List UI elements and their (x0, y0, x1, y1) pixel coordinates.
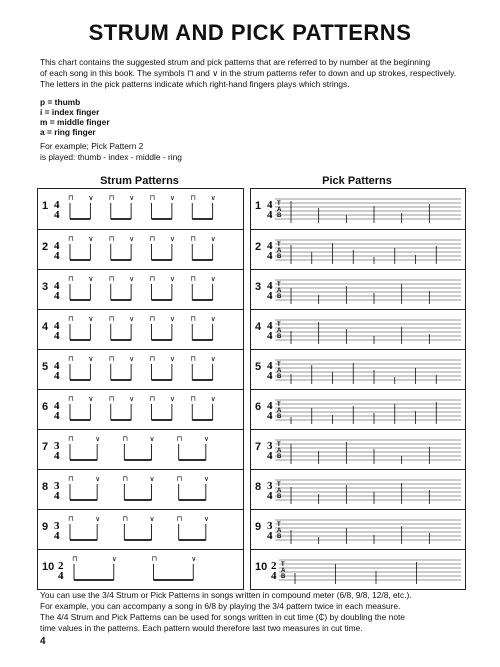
time-signature-bottom: 4 (58, 570, 64, 582)
pick-pattern-row (251, 509, 465, 550)
notation-svg (251, 390, 465, 430)
notation-svg (38, 310, 243, 350)
time-signature-bottom: 4 (267, 450, 273, 462)
time-signature-top: 4 (54, 280, 60, 292)
pattern-number: 9 (255, 521, 262, 533)
strum-pattern-row (38, 389, 243, 430)
up-stroke-icon: ∨ (210, 355, 216, 363)
pick-pattern-row (251, 469, 465, 510)
time-signature-top: 4 (267, 320, 273, 332)
time-signature-top: 3 (267, 520, 273, 532)
up-stroke-icon: ∨ (129, 315, 135, 323)
time-signature-bottom: 4 (267, 330, 273, 342)
up-stroke-icon: ∨ (129, 355, 135, 363)
time-signature-top: 4 (54, 199, 60, 211)
tab-letter: A (277, 488, 282, 494)
notation-svg (38, 470, 243, 510)
notation-svg (38, 189, 243, 229)
down-stroke-icon: ⊓ (68, 315, 74, 323)
up-stroke-icon: ∨ (203, 515, 209, 523)
down-stroke-icon: ⊓ (68, 435, 74, 443)
tab-letter: B (277, 334, 282, 340)
pick-pattern-row (251, 389, 465, 430)
down-stroke-icon: ⊓ (68, 475, 74, 483)
intro-line: This chart contains the suggested strum and pick patterns that are referred to by number at the beginning (40, 57, 431, 67)
up-stroke-icon: ∨ (169, 235, 175, 243)
example-line: For example; Pick Pattern 2 (40, 141, 144, 151)
up-stroke-icon: ∨ (88, 275, 94, 283)
legend-item: m = middle finger (40, 117, 110, 127)
tab-letter: B (277, 254, 282, 260)
legend-item: p = thumb (40, 97, 81, 107)
down-stroke-icon: ⊓ (122, 515, 128, 523)
down-stroke-icon: ⊓ (149, 315, 155, 323)
strum-pattern-row (38, 309, 243, 350)
notation-svg (251, 430, 465, 470)
tab-letter: T (277, 442, 281, 448)
up-stroke-icon: ∨ (203, 435, 209, 443)
time-signature-bottom: 4 (54, 290, 60, 302)
time-signature-bottom: 4 (271, 570, 277, 582)
tab-letter: A (277, 288, 282, 294)
up-stroke-icon: ∨ (210, 235, 216, 243)
pattern-number: 2 (255, 241, 262, 253)
pattern-number: 10 (255, 561, 268, 573)
time-signature-top: 2 (271, 560, 277, 572)
tab-letter: T (277, 201, 281, 207)
footer-line: For example, you can accompany a song in 6/8 by playing the 3/4 pattern twice in each measure. (40, 601, 401, 611)
pattern-number: 5 (42, 361, 49, 373)
down-stroke-icon: ⊓ (68, 275, 74, 283)
time-signature-bottom: 4 (54, 410, 60, 422)
pattern-number: 10 (42, 561, 55, 573)
finger-legend (40, 97, 110, 137)
notation-svg (38, 350, 243, 390)
time-signature-bottom: 4 (54, 250, 60, 262)
down-stroke-icon: ⊓ (122, 435, 128, 443)
time-signature-top: 4 (267, 240, 273, 252)
pattern-number: 8 (255, 481, 262, 493)
time-signature-top: 4 (267, 199, 273, 211)
up-stroke-icon: ∨ (191, 555, 197, 563)
strum-pattern-row (38, 189, 243, 229)
pattern-number: 7 (255, 441, 262, 453)
down-stroke-icon: ⊓ (149, 194, 155, 202)
footer-line: You can use the 3/4 Strum or Pick Patterns in songs written in compound meter (6/8, 9/8, 12/8, etc.). (40, 590, 412, 600)
up-stroke-icon: ∨ (169, 395, 175, 403)
pick-pattern-row (251, 429, 465, 470)
down-stroke-icon: ⊓ (68, 395, 74, 403)
tab-letter: A (277, 528, 282, 534)
time-signature-bottom: 4 (54, 450, 60, 462)
time-signature-bottom: 4 (267, 410, 273, 422)
footer-line: time values in the patterns. Each pattern would therefore last two measures in cut time. (40, 623, 363, 633)
strum-pattern-row (38, 349, 243, 390)
time-signature-top: 4 (54, 400, 60, 412)
down-stroke-icon: ⊓ (190, 395, 196, 403)
notation-svg (251, 470, 465, 510)
down-stroke-icon: ⊓ (108, 315, 115, 323)
down-stroke-icon: ⊓ (122, 475, 128, 483)
intro-line: of each song in this book. The symbols ⊓ and ∨ in the strum patterns refer to down and up strokes, respectively. (40, 68, 456, 78)
down-stroke-icon: ⊓ (72, 555, 78, 563)
tab-letter: B (277, 213, 282, 219)
intro-line: The letters in the pick patterns indicate which right-hand fingers plays which strings. (40, 79, 350, 89)
tab-letter: A (277, 408, 282, 414)
up-stroke-icon: ∨ (149, 515, 155, 523)
tab-letter: T (277, 242, 281, 248)
intro-text (40, 57, 480, 90)
time-signature-bottom: 4 (54, 330, 60, 342)
tab-letter: B (281, 574, 286, 580)
down-stroke-icon: ⊓ (68, 235, 74, 243)
legend-item: i = index finger (40, 107, 100, 117)
time-signature-top: 4 (267, 360, 273, 372)
pattern-number: 6 (255, 401, 262, 413)
tab-letter: T (281, 562, 285, 568)
time-signature-bottom: 4 (267, 250, 273, 262)
notation-svg (251, 189, 465, 229)
pattern-number: 3 (255, 281, 262, 293)
page-title: STRUM AND PICK PATTERNS (88, 20, 412, 45)
down-stroke-icon: ⊓ (149, 395, 155, 403)
pick-patterns-table (250, 188, 466, 590)
tab-letter: T (277, 322, 281, 328)
up-stroke-icon: ∨ (210, 194, 216, 202)
time-signature-bottom: 4 (54, 530, 60, 542)
down-stroke-icon: ⊓ (190, 235, 196, 243)
up-stroke-icon: ∨ (88, 355, 94, 363)
down-stroke-icon: ⊓ (190, 355, 196, 363)
up-stroke-icon: ∨ (129, 235, 135, 243)
strum-patterns-heading: Strum Patterns (100, 175, 179, 187)
pattern-number: 1 (255, 200, 262, 212)
down-stroke-icon: ⊓ (68, 194, 74, 202)
up-stroke-icon: ∨ (129, 194, 135, 202)
down-stroke-icon: ⊓ (68, 355, 74, 363)
down-stroke-icon: ⊓ (190, 275, 196, 283)
strum-pattern-row (38, 229, 243, 270)
example-line: is played: thumb - index - middle - ring (40, 152, 182, 162)
time-signature-top: 2 (58, 560, 64, 572)
up-stroke-icon: ∨ (210, 395, 216, 403)
up-stroke-icon: ∨ (149, 475, 155, 483)
time-signature-top: 4 (54, 320, 60, 332)
down-stroke-icon: ⊓ (108, 194, 115, 202)
pick-pattern-row (251, 309, 465, 350)
time-signature-top: 3 (54, 440, 60, 452)
tab-letter: B (277, 374, 282, 380)
up-stroke-icon: ∨ (149, 435, 155, 443)
down-stroke-icon: ⊓ (176, 475, 183, 483)
pattern-number: 3 (42, 281, 49, 293)
pattern-number: 6 (42, 401, 49, 413)
time-signature-top: 4 (54, 360, 60, 372)
strum-pattern-row (38, 269, 243, 310)
up-stroke-icon: ∨ (88, 395, 94, 403)
down-stroke-icon: ⊓ (68, 515, 74, 523)
time-signature-top: 3 (267, 480, 273, 492)
down-stroke-icon: ⊓ (190, 194, 196, 202)
notation-svg (251, 510, 465, 550)
time-signature-bottom: 4 (267, 209, 273, 221)
time-signature-bottom: 4 (267, 490, 273, 502)
tab-letter: B (277, 494, 282, 500)
notation-svg (251, 270, 465, 310)
tab-letter: B (277, 294, 282, 300)
time-signature-top: 4 (54, 240, 60, 252)
tab-letter: B (277, 534, 282, 540)
pick-patterns-heading: Pick Patterns (322, 175, 392, 187)
time-signature-top: 3 (54, 520, 60, 532)
tab-letter: A (277, 328, 282, 334)
up-stroke-icon: ∨ (169, 275, 175, 283)
tab-letter: A (281, 568, 286, 574)
legend-item: a = ring finger (40, 127, 96, 137)
up-stroke-icon: ∨ (169, 355, 175, 363)
time-signature-top: 4 (267, 280, 273, 292)
pattern-number: 7 (42, 441, 49, 453)
down-stroke-icon: ⊓ (149, 235, 155, 243)
pattern-number: 5 (255, 361, 262, 373)
up-stroke-icon: ∨ (129, 395, 135, 403)
down-stroke-icon: ⊓ (108, 395, 115, 403)
pattern-number: 4 (255, 321, 262, 333)
notation-svg (38, 510, 243, 550)
tab-letter: A (277, 207, 282, 213)
pick-pattern-row (251, 269, 465, 310)
up-stroke-icon: ∨ (88, 235, 94, 243)
down-stroke-icon: ⊓ (108, 275, 115, 283)
tab-letter: A (277, 248, 282, 254)
tab-letter: T (277, 522, 281, 528)
down-stroke-icon: ⊓ (108, 355, 115, 363)
tab-letter: T (277, 402, 281, 408)
strum-pattern-row (38, 429, 243, 470)
time-signature-bottom: 4 (54, 490, 60, 502)
time-signature-bottom: 4 (267, 370, 273, 382)
notation-svg (251, 350, 465, 390)
time-signature-top: 4 (267, 400, 273, 412)
time-signature-top: 3 (267, 440, 273, 452)
page-number: 4 (40, 636, 46, 647)
notation-svg (38, 270, 243, 310)
pattern-number: 9 (42, 521, 49, 533)
down-stroke-icon: ⊓ (190, 315, 196, 323)
notation-svg (38, 390, 243, 430)
strum-pattern-row (38, 509, 243, 550)
time-signature-bottom: 4 (267, 290, 273, 302)
strum-patterns-table (37, 188, 244, 590)
up-stroke-icon: ∨ (111, 555, 117, 563)
time-signature-bottom: 4 (54, 370, 60, 382)
up-stroke-icon: ∨ (95, 435, 101, 443)
tab-letter: T (277, 482, 281, 488)
up-stroke-icon: ∨ (210, 315, 216, 323)
notation-svg (38, 230, 243, 270)
time-signature-bottom: 4 (54, 209, 60, 221)
notation-svg (251, 310, 465, 350)
up-stroke-icon: ∨ (169, 315, 175, 323)
strum-pattern-row (38, 549, 243, 590)
down-stroke-icon: ⊓ (108, 235, 115, 243)
example-text (40, 141, 182, 163)
pick-pattern-row (251, 549, 465, 590)
time-signature-top: 3 (54, 480, 60, 492)
notation-svg (251, 550, 465, 590)
up-stroke-icon: ∨ (129, 275, 135, 283)
notation-svg (38, 430, 243, 470)
tab-letter: T (277, 282, 281, 288)
down-stroke-icon: ⊓ (149, 275, 155, 283)
footer-text (40, 590, 480, 634)
tab-letter: B (277, 454, 282, 460)
down-stroke-icon: ⊓ (151, 555, 157, 563)
tab-letter: T (277, 362, 281, 368)
tab-letter: A (277, 368, 282, 374)
up-stroke-icon: ∨ (95, 515, 101, 523)
up-stroke-icon: ∨ (210, 275, 216, 283)
down-stroke-icon: ⊓ (176, 435, 183, 443)
pick-pattern-row (251, 189, 465, 229)
pattern-number: 1 (42, 200, 49, 212)
down-stroke-icon: ⊓ (176, 515, 183, 523)
up-stroke-icon: ∨ (203, 475, 209, 483)
pattern-number: 2 (42, 241, 49, 253)
pattern-number: 4 (42, 321, 49, 333)
time-signature-bottom: 4 (267, 530, 273, 542)
pick-pattern-row (251, 229, 465, 270)
notation-svg (38, 550, 243, 590)
tab-letter: B (277, 414, 282, 420)
notation-svg (251, 230, 465, 270)
footer-line: The 4/4 Strum and Pick Patterns can be used for songs written in cut time (₵) by doubling the note (40, 612, 405, 622)
down-stroke-icon: ⊓ (149, 355, 155, 363)
pattern-number: 8 (42, 481, 49, 493)
strum-pattern-row (38, 469, 243, 510)
pick-pattern-row (251, 349, 465, 390)
up-stroke-icon: ∨ (169, 194, 175, 202)
up-stroke-icon: ∨ (88, 194, 94, 202)
up-stroke-icon: ∨ (95, 475, 101, 483)
up-stroke-icon: ∨ (88, 315, 94, 323)
tab-letter: A (277, 448, 282, 454)
